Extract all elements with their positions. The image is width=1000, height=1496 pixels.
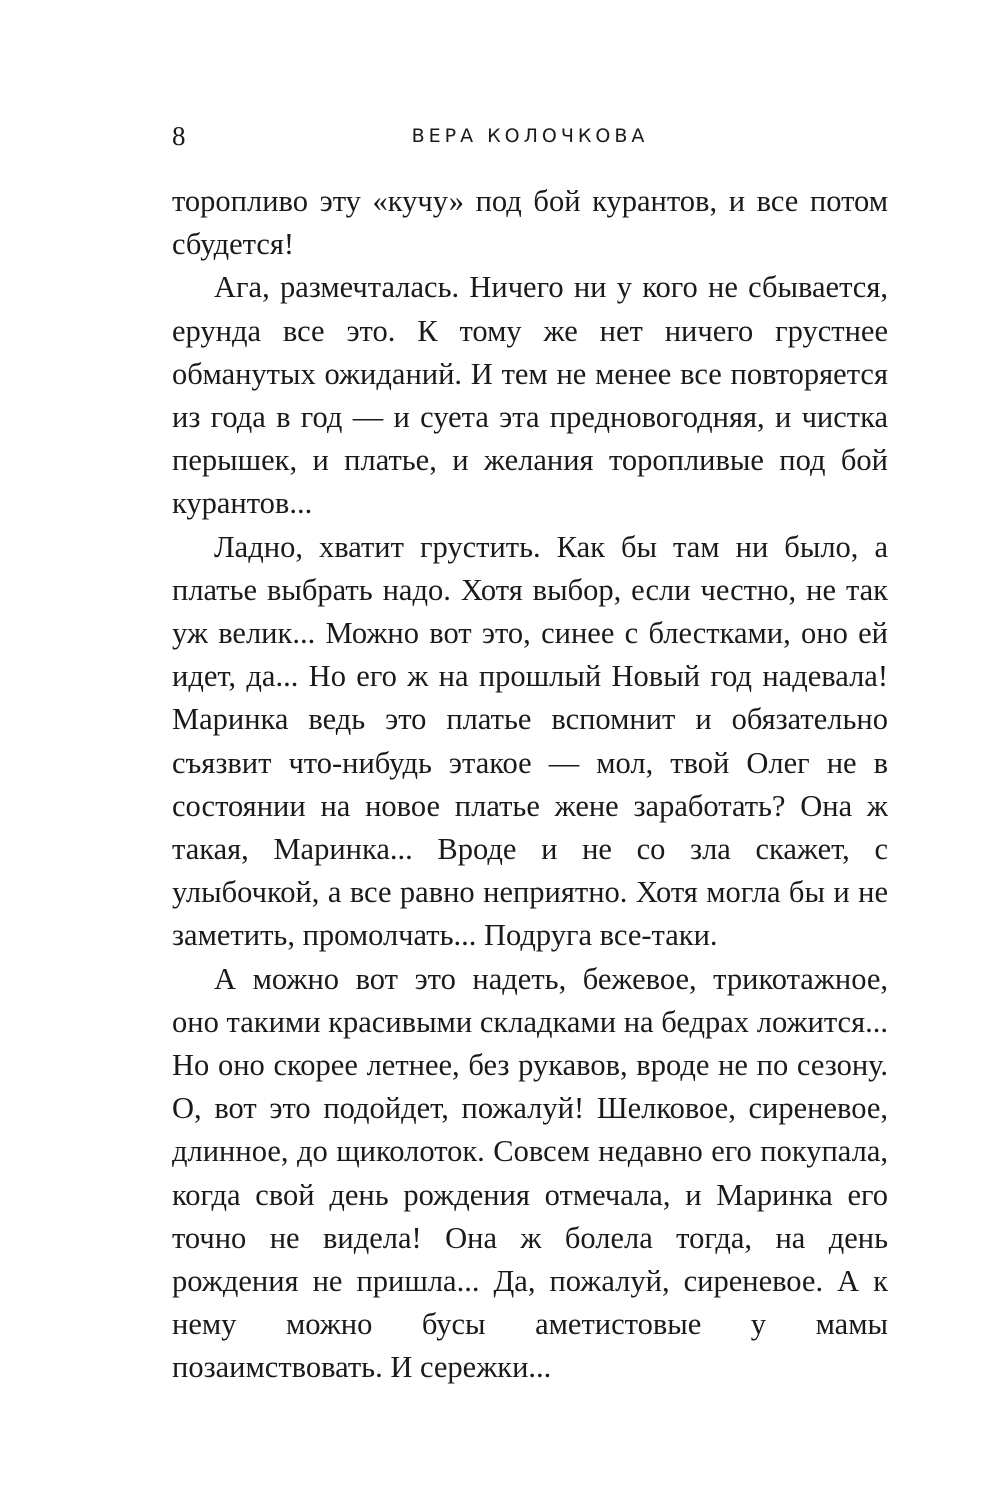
running-head [172,118,888,158]
running-head-author: ВЕРА КОЛОЧКОВА [411,125,649,147]
paragraph-continued: торопливо эту «кучу» под бой курантов, и все потом сбудется! [172,184,888,262]
paragraph: А можно вот это надеть, бежевое, трикотажное, оно такими красивыми складками на бедрах ложится... Но оно скорее летнее, без рукавов, вроде не по сезону. О, вот это подойдет, пожалуй! Шелковое, сиреневое, длинное, до щиколоток. Совсем недавно его покупала, когда свой день рождения отмечала, и Маринка его точно не видела! Она ж болела тогда, на день рождения не пришла... Да, пожалуй, сиреневое. А к нему можно бусы аметистовые у мамы позаимствовать. И сережки... [172,961,888,1385]
paragraph: Ладно, хватит грустить. Как бы там ни было, а платье выбрать надо. Хотя выбор, если честно, не так уж велик... Можно вот это, синее с блестками, оно ей идет, да... Но его ж на прошлый Новый год надевала! Маринка ведь это платье вспомнит и обязательно съязвит что-нибудь этакое — мол, твой Олег не в состоянии на новое платье жене заработать? Она ж такая, Маринка... Вроде и не со зла скажет, с улыбочкой, а все равно неприятно. Хотя могла бы и не заметить, промолчать... Подруга все-таки. [172,529,888,953]
paragraph: Ага, размечталась. Ничего ни у кого не сбывается, ерунда все это. К тому же нет ничего грустнее обманутых ожиданий. И тем не менее все повторяется из года в год — и суета эта предновогодняя, и чистка перышек, и платье, и желания торопливые под бой курантов... [172,270,888,521]
body-text [172,180,888,1390]
page-number: 8 [172,121,186,151]
